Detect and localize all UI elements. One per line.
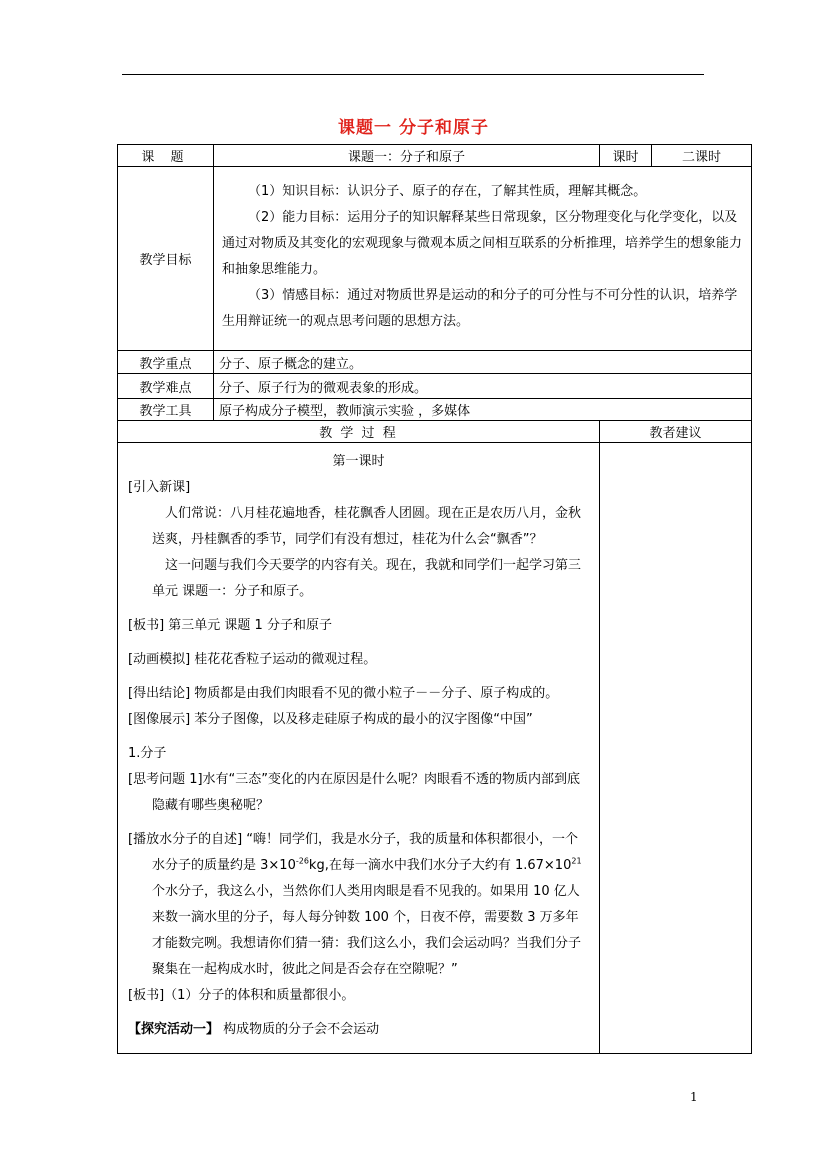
lesson-plan-table — [117, 144, 752, 1054]
monologue-part-a: [播放水分子的自述] “嗨！同学们，我是水分子，我的质量和体积都很小，一个水分子的质量约是 3×10 — [128, 832, 579, 873]
key-points-label: 教学重点 — [118, 351, 214, 374]
key-points-row — [118, 351, 752, 374]
goal-emotion: （3）情感目标：通过对物质世界是运动的和分子的可分性与不可分性的认识，培养学生用辩证统一的观点思考问题的思想方法。 — [222, 287, 738, 329]
think-question-1: [思考问题 1]水有“三态”变化的内在原因是什么呢？肉眼看不透的物质内部到底隐藏有哪些奥秘呢？ — [128, 772, 581, 813]
advice-content — [600, 443, 752, 1054]
hours-label: 课时 — [600, 145, 652, 167]
goals-label: 教学目标 — [118, 167, 214, 351]
section-molecule-heading: 1.分子 — [128, 746, 167, 761]
topic-label: 课 题 — [118, 145, 214, 167]
advice-header: 教者建议 — [600, 421, 752, 443]
goal-knowledge: （1）知识目标：认识分子、原子的存在，了解其性质，理解其概念。 — [248, 183, 647, 199]
intro-paragraph-1: 人们常说：八月桂花遍地香，桂花飘香人团圆。现在正是农历八月，金秋送爽，丹桂飘香的季节，同学们有没有想过，桂花为什么会“飘香”？ — [152, 506, 582, 547]
goal-ability: （2）能力目标：运用分子的知识解释某些日常现象，区分物理变化与化学变化，以及通过对物质及其变化的宏观现象与微观本质之间相互联系的分析推理，培养学生的想象能力和抽象思维能力。 — [222, 209, 743, 277]
conclusion-note: [得出结论] 物质都是由我们肉眼看不见的微小粒子－－分子、原子构成的。 — [128, 686, 559, 701]
goals-row — [118, 167, 752, 351]
difficulties-row — [118, 374, 752, 399]
hours-value: 二课时 — [652, 145, 752, 167]
monologue-part-b: kg,在每一滴水中我们水分子大约有 1.67×10 — [308, 858, 572, 873]
difficulties-value: 分子、原子行为的微观表象的形成。 — [214, 374, 752, 399]
intro-tag: [引入新课] — [128, 480, 191, 495]
topic-value: 课题一：分子和原子 — [214, 145, 600, 167]
board-note-1: [板书] 第三单元 课题 1 分子和原子 — [128, 618, 332, 633]
image-show-note: [图像展示] 苯分子图像，以及移走硅原子构成的最小的汉字图像“中国” — [128, 712, 533, 727]
water-molecule-monologue — [128, 827, 589, 983]
session-title: 第一课时 — [332, 454, 385, 469]
intro-paragraph-2: 这一问题与我们今天要学的内容有关。现在，我就和同学们一起学习第三单元 课题一：分子和原子。 — [152, 558, 582, 599]
tools-row — [118, 399, 752, 421]
board-note-2: [板书]（1）分子的体积和质量都很小。 — [128, 988, 355, 1003]
page-number: 1 — [690, 1090, 698, 1104]
activity-tag: 【探究活动一】 — [128, 1022, 220, 1037]
goals-content — [214, 167, 752, 351]
process-content — [118, 443, 600, 1054]
difficulties-label: 教学难点 — [118, 374, 214, 399]
tools-label: 教学工具 — [118, 399, 214, 421]
activity-heading — [128, 1017, 589, 1043]
document-title: 课题一 分子和原子 — [338, 118, 489, 138]
header-rule — [122, 74, 704, 75]
monologue-exponent-2: 21 — [571, 856, 582, 866]
key-points-value: 分子、原子概念的建立。 — [214, 351, 752, 374]
monologue-exponent-1: -26 — [295, 856, 309, 866]
topic-row — [118, 145, 752, 167]
animation-note: [动画模拟] 桂花花香粒子运动的微观过程。 — [128, 652, 377, 667]
process-row — [118, 443, 752, 1054]
tools-value: 原子构成分子模型，教师演示实验 ，多媒体 — [214, 399, 752, 421]
process-header-row — [118, 421, 752, 443]
process-header: 教 学 过 程 — [118, 421, 600, 443]
monologue-part-c: 个水分子，我这么小，当然你们人类用肉眼是看不见我的。如果用 10 亿人来数一滴水里的分子，每人每分钟数 100 个，日夜不停，需要数 3 万多年才能数完咧。我想请你们猜一猜：我们这么小，我们会运动吗？当我们分子聚集在一起构成水时，彼此之间是否会存在空隙呢？” — [152, 884, 582, 977]
activity-title: 构成物质的分子会不会运动 — [219, 1022, 380, 1037]
